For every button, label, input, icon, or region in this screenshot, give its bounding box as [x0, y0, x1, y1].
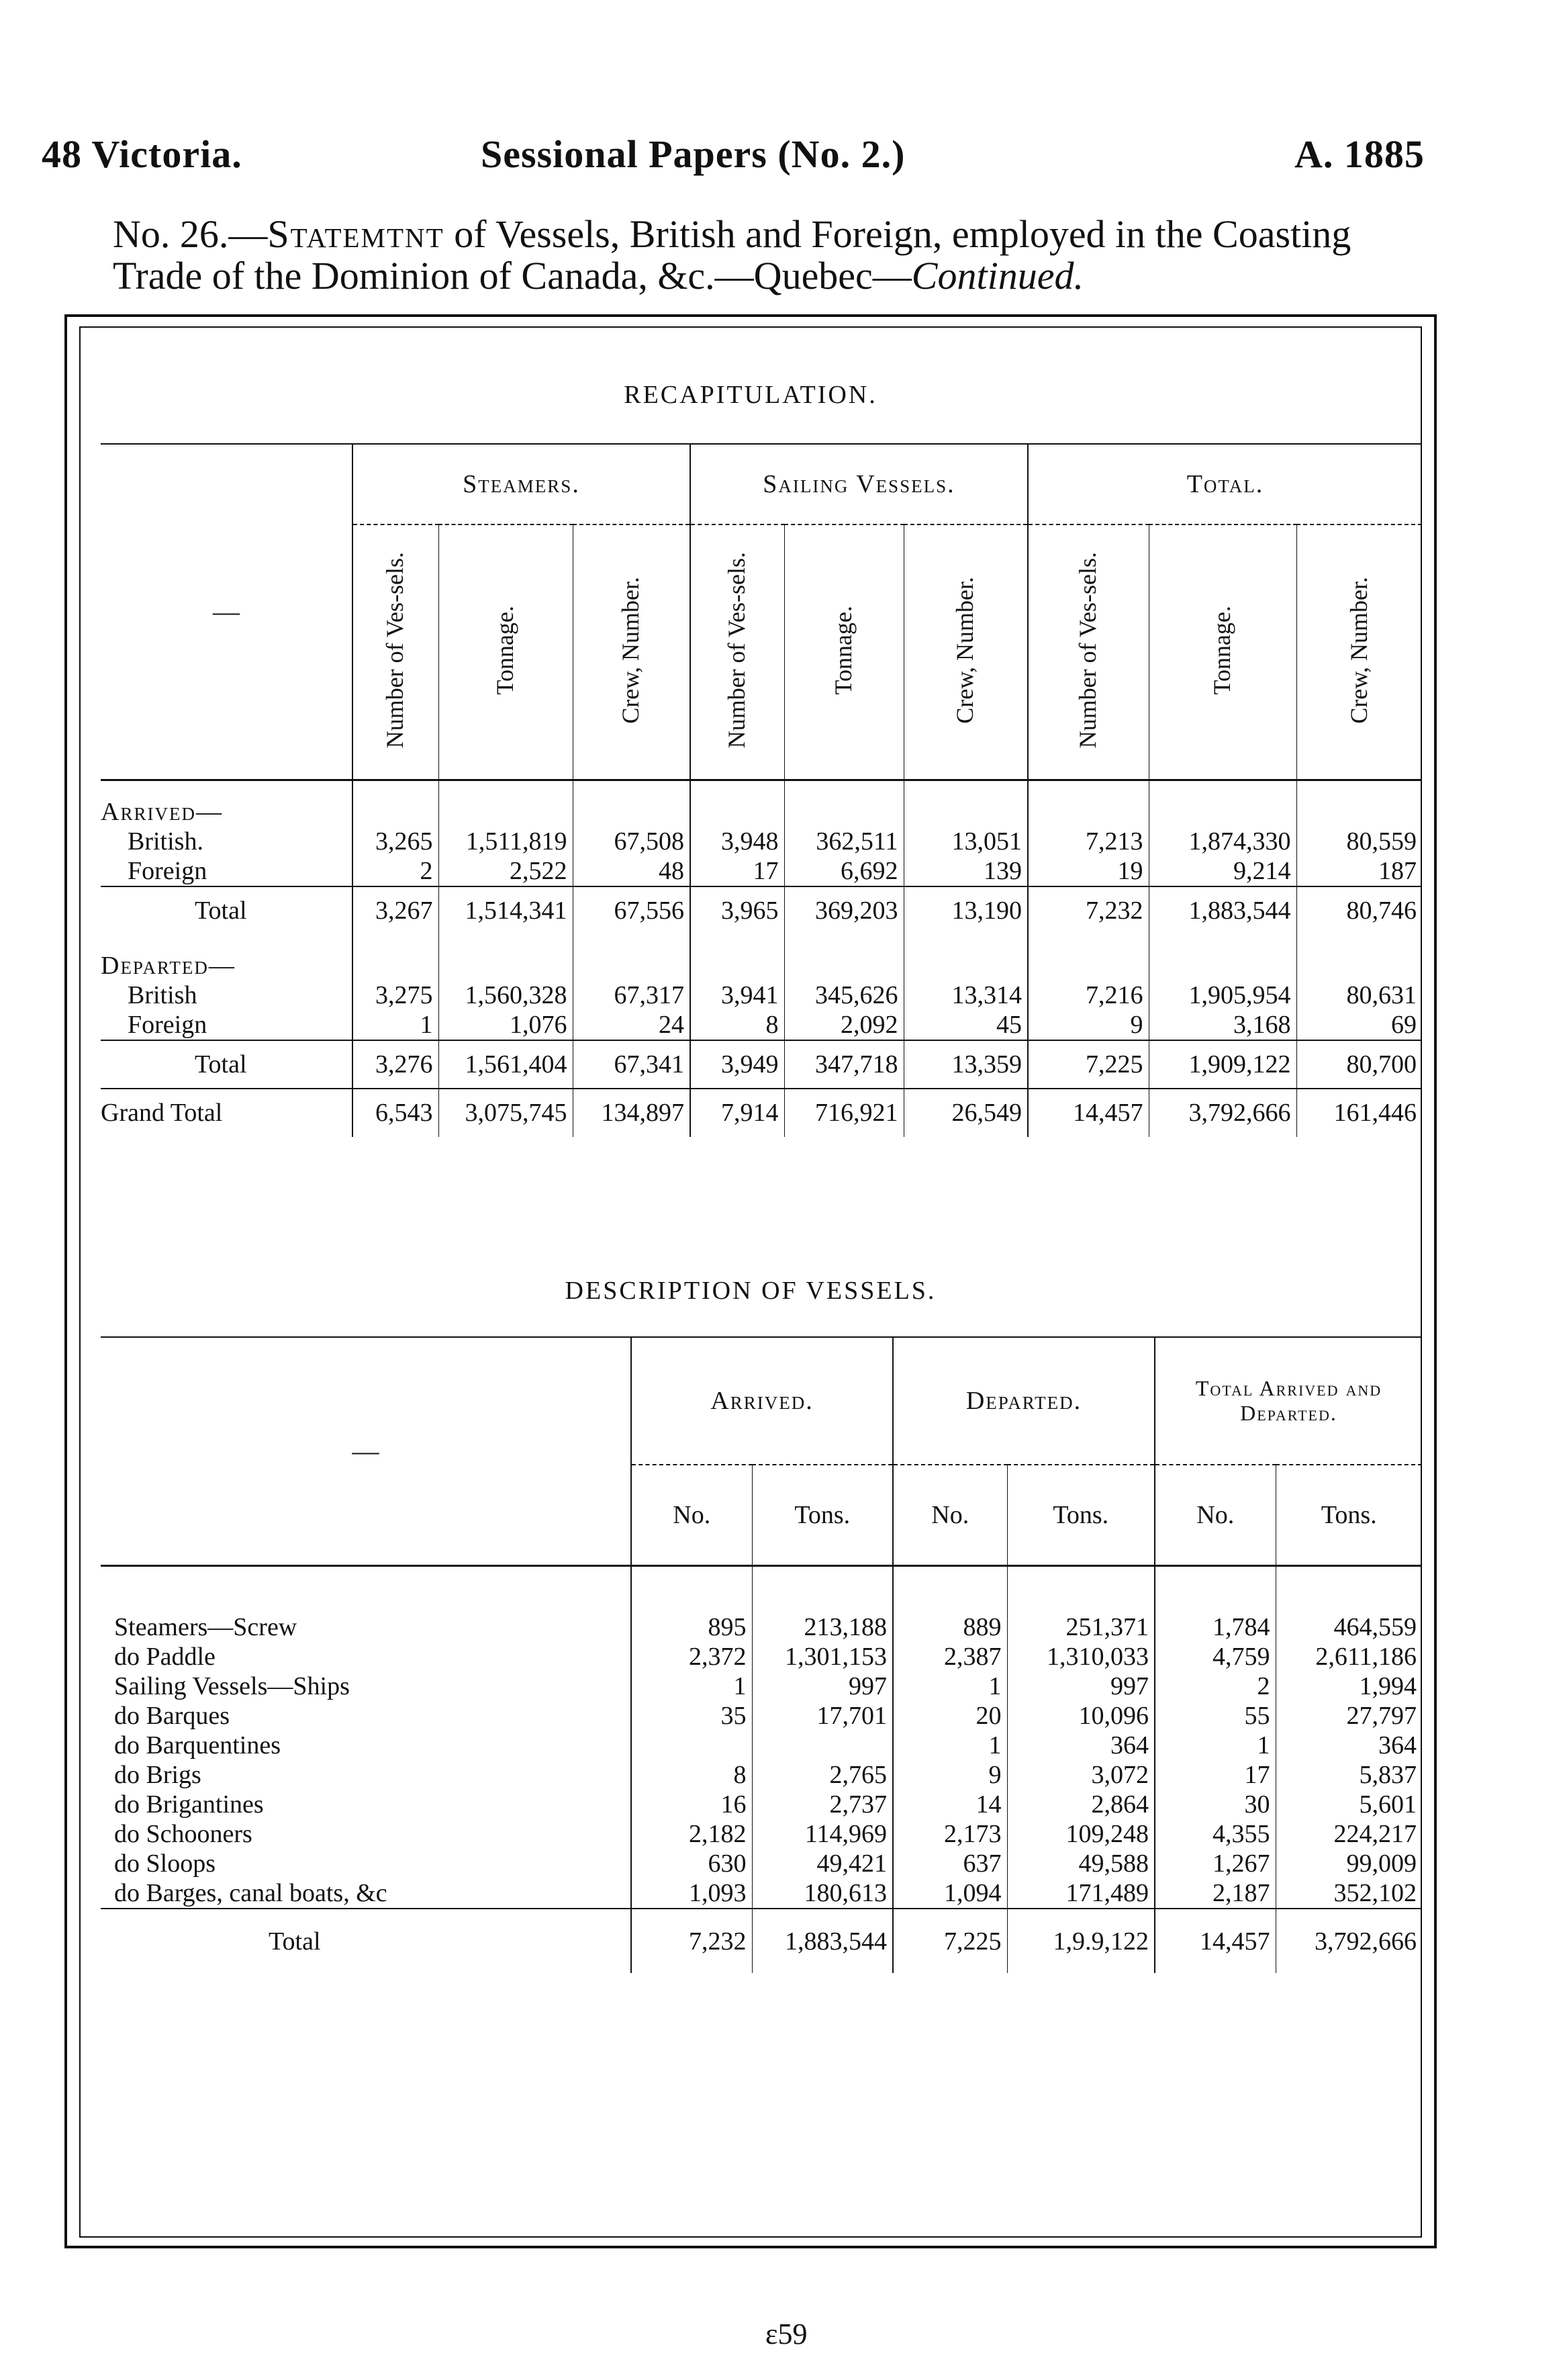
recap-title: RECAPITULATION.: [624, 381, 877, 409]
description-cell: 35: [631, 1701, 752, 1731]
description-cell: 99,009: [1276, 1849, 1422, 1878]
recap-cell: 139: [904, 856, 1028, 886]
description-cell: 5,837: [1276, 1760, 1422, 1790]
description-cell: 1,883,544: [752, 1909, 893, 1973]
description-cell: 2,173: [893, 1819, 1007, 1849]
recap-spacer-cell: [784, 780, 904, 827]
description-cell: 180,613: [752, 1878, 893, 1909]
recap-row-label: British.: [128, 827, 203, 856]
recap-cell: 3,267: [352, 886, 438, 935]
description-cell: 9: [893, 1760, 1007, 1790]
recap-subhead: Crew, Number.: [573, 524, 690, 780]
description-cell: 2,372: [631, 1642, 752, 1672]
recap-cell: 2,522: [438, 856, 573, 886]
description-cell: 364: [1007, 1731, 1155, 1760]
header-right: A. 1885: [1294, 132, 1425, 176]
recap-spacer-cell: [904, 935, 1028, 980]
recap-group-label-row: [101, 780, 1422, 827]
recap-cell: 7,216: [1028, 980, 1149, 1010]
description-group-arrived: Arrived.: [631, 1337, 893, 1465]
recap-row: [101, 1010, 1422, 1040]
recap-cell: 161,446: [1296, 1089, 1422, 1137]
document-title: [113, 214, 1415, 297]
recap-cell: 67,341: [573, 1040, 690, 1089]
description-cell: 1,994: [1276, 1672, 1422, 1701]
description-cell: 889: [893, 1612, 1007, 1642]
recap-cell: 1,874,330: [1149, 827, 1296, 856]
description-cell: 1,093: [631, 1878, 752, 1909]
recap-cell: 3,941: [690, 980, 784, 1010]
recap-spacer-cell: [1028, 780, 1149, 827]
recap-group-steamers: Steamers.: [352, 444, 690, 524]
description-subhead: No.: [631, 1465, 752, 1565]
recap-cell: 13,314: [904, 980, 1028, 1010]
recap-spacer-cell: [690, 780, 784, 827]
description-row-label: do Barques: [114, 1702, 230, 1730]
recap-cell: 80,631: [1296, 980, 1422, 1010]
recap-cell: 3,792,666: [1149, 1089, 1296, 1137]
recap-cell: 3,949: [690, 1040, 784, 1089]
description-table: [101, 1336, 1422, 1973]
description-cell: 2,182: [631, 1819, 752, 1849]
recap-cell: 3,276: [352, 1040, 438, 1089]
header-center: Sessional Papers (No. 2.): [481, 132, 906, 176]
description-spacer-row: [101, 1565, 1422, 1612]
recap-spacer-cell: [573, 935, 690, 980]
description-cell: 997: [1007, 1672, 1155, 1701]
recap-cell: 7,225: [1028, 1040, 1149, 1089]
recap-subhead: Tonnage.: [1149, 524, 1296, 780]
description-stub-header: [101, 1337, 631, 1565]
description-cell: 17,701: [752, 1701, 893, 1731]
description-row: [101, 1819, 1422, 1849]
description-cell: 30: [1155, 1790, 1276, 1819]
recap-group-label: Departed—: [101, 951, 236, 980]
title-rest: of Vessels, British and Foreign, employed in the Coasting Trade of the Dominion of Canada, &c.—Quebec—: [113, 212, 1351, 298]
recap-cell: 45: [904, 1010, 1028, 1040]
description-spacer-cell: [1155, 1565, 1276, 1612]
recap-cell: 369,203: [784, 886, 904, 935]
description-cell: 20: [893, 1701, 1007, 1731]
recap-spacer-cell: [352, 780, 438, 827]
description-cell: 630: [631, 1849, 752, 1878]
description-body: [101, 1565, 1422, 1973]
recap-cell: 3,075,745: [438, 1089, 573, 1137]
description-cell: 27,797: [1276, 1701, 1422, 1731]
description-spacer-cell: [1007, 1565, 1155, 1612]
recap-cell: 80,746: [1296, 886, 1422, 935]
recap-subhead: Tonnage.: [438, 524, 573, 780]
description-cell: 3,792,666: [1276, 1909, 1422, 1973]
recap-row-label: Foreign: [128, 1010, 207, 1039]
description-row-label: do Barquentines: [114, 1731, 281, 1759]
description-row-label: do Paddle: [114, 1643, 216, 1671]
description-cell: 3,072: [1007, 1760, 1155, 1790]
recap-row-label: Total: [195, 897, 247, 925]
recap-cell: 7,914: [690, 1089, 784, 1137]
recap-cell: 1,560,328: [438, 980, 573, 1010]
recap-row: [101, 827, 1422, 856]
description-row-label: do Brigs: [114, 1761, 201, 1789]
description-spacer-cell: [893, 1565, 1007, 1612]
description-subhead: No.: [893, 1465, 1007, 1565]
recap-table: [101, 443, 1422, 1137]
recap-cell: 67,317: [573, 980, 690, 1010]
recap-stub-dash: —: [213, 596, 240, 627]
recap-cell: 1,905,954: [1149, 980, 1296, 1010]
description-row-label: do Sloops: [114, 1849, 216, 1878]
recap-cell: 7,213: [1028, 827, 1149, 856]
description-cell: 49,588: [1007, 1849, 1155, 1878]
description-cell: 1,310,033: [1007, 1642, 1155, 1672]
description-cell: 464,559: [1276, 1612, 1422, 1642]
description-cell: 251,371: [1007, 1612, 1155, 1642]
description-row: [101, 1612, 1422, 1642]
recap-cell: 1,511,819: [438, 827, 573, 856]
description-cell: 1,784: [1155, 1612, 1276, 1642]
recap-row-label: Grand Total: [101, 1099, 223, 1127]
recap-cell: 3,168: [1149, 1010, 1296, 1040]
description-cell: 2,737: [752, 1790, 893, 1819]
description-spacer-cell: [631, 1565, 752, 1612]
description-cell: 109,248: [1007, 1819, 1155, 1849]
description-row-label: Total: [269, 1927, 321, 1956]
recap-spacer-cell: [1296, 935, 1422, 980]
recap-group-total: Total.: [1028, 444, 1422, 524]
recap-cell: 2,092: [784, 1010, 904, 1040]
recap-spacer-cell: [784, 935, 904, 980]
recap-stub-header: [101, 444, 352, 780]
recap-spacer-cell: [904, 780, 1028, 827]
recap-spacer-cell: [573, 780, 690, 827]
recap-cell: 3,265: [352, 827, 438, 856]
description-cell: 1: [1155, 1731, 1276, 1760]
recap-spacer-cell: [1149, 780, 1296, 827]
recap-cell: 187: [1296, 856, 1422, 886]
description-row: [101, 1878, 1422, 1909]
recap-cell: 134,897: [573, 1089, 690, 1137]
recap-row: [101, 856, 1422, 886]
recap-cell: 13,190: [904, 886, 1028, 935]
recap-cell: 6,543: [352, 1089, 438, 1137]
recap-cell: 3,275: [352, 980, 438, 1010]
description-cell: 895: [631, 1612, 752, 1642]
recap-group-label: Arrived—: [101, 797, 223, 826]
description-cell: 7,232: [631, 1909, 752, 1973]
recap-cell: 1,561,404: [438, 1040, 573, 1089]
description-cell: 1,9.9,122: [1007, 1909, 1155, 1973]
description-cell: 1,094: [893, 1878, 1007, 1909]
recap-body: [101, 780, 1422, 1137]
recap-cell: 48: [573, 856, 690, 886]
description-group-total: Total Arrived and Departed.: [1155, 1337, 1422, 1465]
description-cell: 997: [752, 1672, 893, 1701]
recap-cell: 1,076: [438, 1010, 573, 1040]
header-left: 48 Victoria.: [42, 132, 242, 176]
description-cell: 1: [893, 1672, 1007, 1701]
recap-cell: 80,559: [1296, 827, 1422, 856]
recap-cell: 1,909,122: [1149, 1040, 1296, 1089]
description-cell: 10,096: [1007, 1701, 1155, 1731]
recap-cell: 24: [573, 1010, 690, 1040]
recap-cell: 17: [690, 856, 784, 886]
description-subhead: No.: [1155, 1465, 1276, 1565]
description-row: [101, 1672, 1422, 1701]
description-row-label: Sailing Vessels—Ships: [114, 1672, 350, 1700]
recap-cell: 8: [690, 1010, 784, 1040]
description-cell: 213,188: [752, 1612, 893, 1642]
recap-cell: 345,626: [784, 980, 904, 1010]
description-spacer-cell: [1276, 1565, 1422, 1612]
recap-group-sailing: Sailing Vessels.: [690, 444, 1028, 524]
recap-cell: 362,511: [784, 827, 904, 856]
description-cell: 2,765: [752, 1760, 893, 1790]
description-cell: 4,759: [1155, 1642, 1276, 1672]
recap-row: [101, 1040, 1422, 1089]
description-cell: 2,387: [893, 1642, 1007, 1672]
description-cell: 2,611,186: [1276, 1642, 1422, 1672]
description-spacer-cell: [752, 1565, 893, 1612]
description-row: [101, 1849, 1422, 1878]
description-cell: 364: [1276, 1731, 1422, 1760]
recap-spacer-cell: [690, 935, 784, 980]
recap-subhead: Crew, Number.: [1296, 524, 1422, 780]
description-row-label: do Brigantines: [114, 1790, 264, 1819]
description-title: DESCRIPTION OF VESSELS.: [565, 1277, 937, 1305]
recap-row: [101, 1089, 1422, 1137]
recap-subhead: Number of Ves-sels.: [1028, 524, 1149, 780]
description-cell: 1: [631, 1672, 752, 1701]
title-continued: Continued.: [911, 254, 1084, 298]
recap-spacer-cell: [1028, 935, 1149, 980]
description-cell: 2: [1155, 1672, 1276, 1701]
recap-cell: 1,883,544: [1149, 886, 1296, 935]
description-cell: [752, 1731, 893, 1760]
recap-spacer-cell: [1149, 935, 1296, 980]
description-row-label: Steamers—Screw: [114, 1613, 297, 1641]
description-cell: 114,969: [752, 1819, 893, 1849]
recap-cell: 9,214: [1149, 856, 1296, 886]
description-cell: 171,489: [1007, 1878, 1155, 1909]
title-prefix: No. 26.—: [113, 212, 268, 256]
description-stub-dash: —: [352, 1436, 379, 1467]
description-row: [101, 1731, 1422, 1760]
description-cell: [631, 1731, 752, 1760]
recap-cell: 716,921: [784, 1089, 904, 1137]
description-cell: 637: [893, 1849, 1007, 1878]
recap-spacer-cell: [352, 935, 438, 980]
recap-cell: 3,965: [690, 886, 784, 935]
title-statement: Statemtnt: [267, 212, 444, 256]
recap-row-label: Total: [195, 1050, 247, 1079]
recap-cell: 7,232: [1028, 886, 1149, 935]
description-row: [101, 1909, 1422, 1973]
description-row: [101, 1790, 1422, 1819]
recap-cell: 69: [1296, 1010, 1422, 1040]
recap-cell: 9: [1028, 1010, 1149, 1040]
recap-cell: 13,051: [904, 827, 1028, 856]
description-subhead: Tons.: [1007, 1465, 1155, 1565]
recap-subhead: Tonnage.: [784, 524, 904, 780]
recap-subhead: Crew, Number.: [904, 524, 1028, 780]
description-cell: 7,225: [893, 1909, 1007, 1973]
description-cell: 224,217: [1276, 1819, 1422, 1849]
recap-subhead: Number of Ves-sels.: [352, 524, 438, 780]
description-cell: 1,301,153: [752, 1642, 893, 1672]
recap-cell: 3,948: [690, 827, 784, 856]
recap-row: [101, 980, 1422, 1010]
recap-cell: 67,508: [573, 827, 690, 856]
recap-cell: 6,692: [784, 856, 904, 886]
description-subhead: Tons.: [1276, 1465, 1422, 1565]
recap-cell: 13,359: [904, 1040, 1028, 1089]
description-spacer-cell: [101, 1565, 631, 1612]
recap-spacer-cell: [438, 780, 573, 827]
recap-spacer-cell: [1296, 780, 1422, 827]
description-group-departed: Departed.: [893, 1337, 1155, 1465]
description-cell: 55: [1155, 1701, 1276, 1731]
recap-cell: 67,556: [573, 886, 690, 935]
page-number: ε59: [765, 2318, 808, 2350]
recap-row: [101, 886, 1422, 935]
description-cell: 4,355: [1155, 1819, 1276, 1849]
description-cell: 8: [631, 1760, 752, 1790]
description-cell: 17: [1155, 1760, 1276, 1790]
recap-cell: 1: [352, 1010, 438, 1040]
description-cell: 2,864: [1007, 1790, 1155, 1819]
description-cell: 16: [631, 1790, 752, 1819]
recap-subhead: Number of Ves-sels.: [690, 524, 784, 780]
description-cell: 14,457: [1155, 1909, 1276, 1973]
recap-cell: 347,718: [784, 1040, 904, 1089]
description-cell: 14: [893, 1790, 1007, 1819]
description-row: [101, 1701, 1422, 1731]
description-cell: 5,601: [1276, 1790, 1422, 1819]
description-cell: 1,267: [1155, 1849, 1276, 1878]
description-row: [101, 1760, 1422, 1790]
description-subhead: Tons.: [752, 1465, 893, 1565]
recap-row-label: British: [128, 980, 197, 1009]
description-cell: 49,421: [752, 1849, 893, 1878]
description-row-label: do Barges, canal boats, &c: [114, 1879, 387, 1907]
description-row: [101, 1642, 1422, 1672]
description-row-label: do Schooners: [114, 1820, 252, 1848]
recap-row-label: Foreign: [128, 856, 207, 885]
recap-cell: 19: [1028, 856, 1149, 886]
recap-cell: 26,549: [904, 1089, 1028, 1137]
recap-cell: 2: [352, 856, 438, 886]
description-cell: 352,102: [1276, 1878, 1422, 1909]
description-cell: 2,187: [1155, 1878, 1276, 1909]
recap-group-label-row: [101, 935, 1422, 980]
recap-cell: 80,700: [1296, 1040, 1422, 1089]
recap-spacer-cell: [438, 935, 573, 980]
recap-cell: 1,514,341: [438, 886, 573, 935]
description-cell: 1: [893, 1731, 1007, 1760]
recap-cell: 14,457: [1028, 1089, 1149, 1137]
